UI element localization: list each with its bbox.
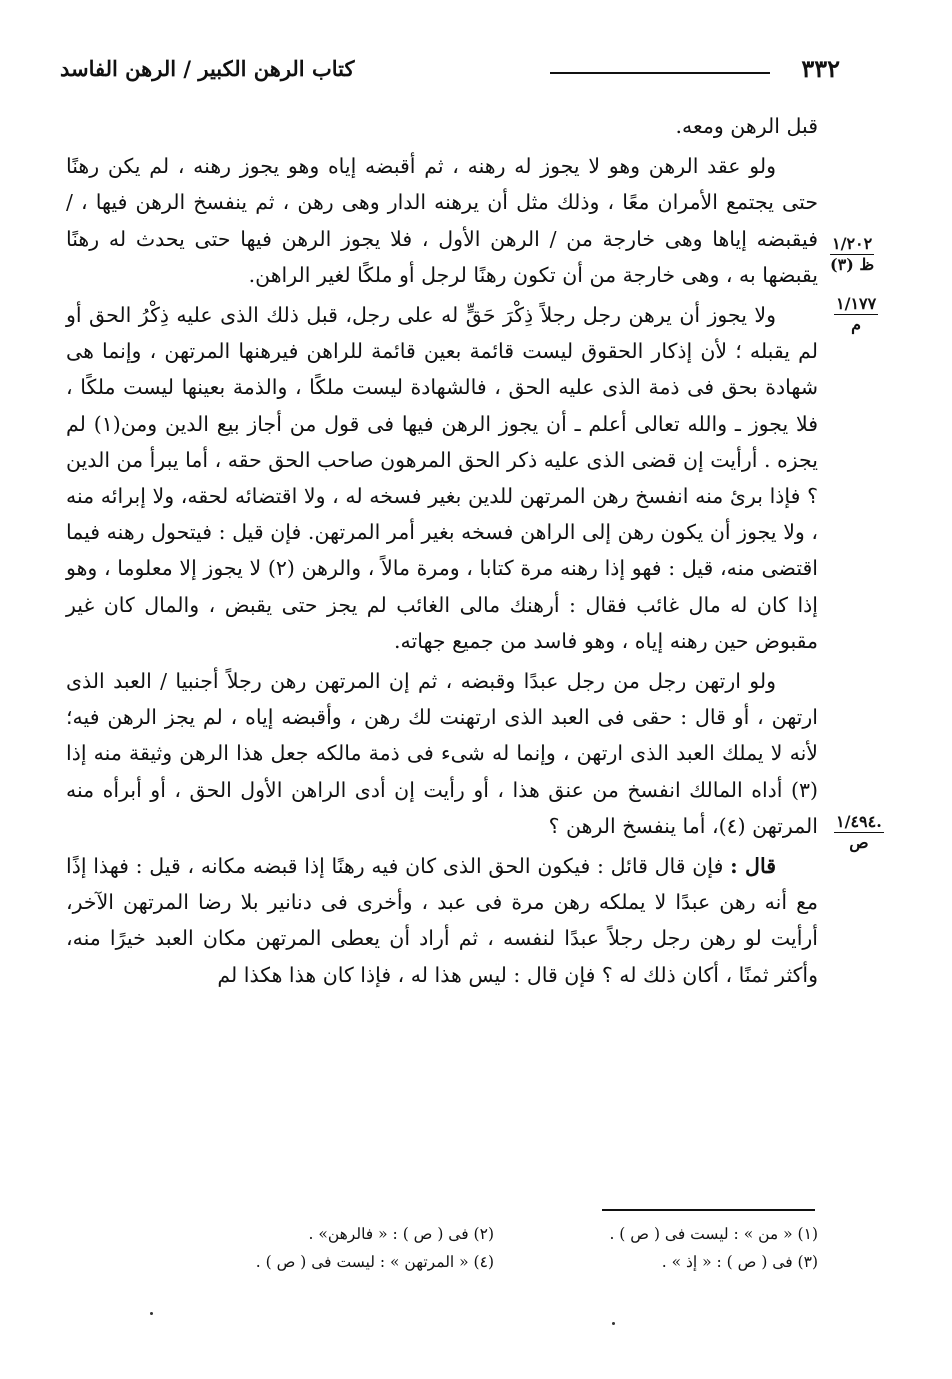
scan-speck <box>150 1312 153 1315</box>
running-title: كتاب الرهن الكبير / الرهن الفاسد <box>60 56 355 81</box>
paragraph <box>66 108 818 144</box>
footnote: (١) « من » : ليست فى ( ص ) . <box>609 1225 818 1243</box>
paragraph-text: فإن قال قائل : فيكون الحق الذى كان فيه رهنًا إذا قبضه مكانه ، قيل : فهذا إذًا مع أنه رهن عبدًا لا يملكه رهن مرة فى عبد ، وأخرى فى دنانير بلا رضا المرتهن الآخر، أرأيت لو رهن رجل رجلاً عبدًا لنفسه ، ثم أراد أن يعطى المرتهن مكان العبد خيرًا منه، وأكثر ثمنًا ، أكان ذلك له ؟ فإن قال : ليس هذا له ، فإذا كان هذا هكذا لم <box>66 854 818 987</box>
margin-note-bottom: م <box>851 315 862 334</box>
margin-note-top: ١/١٧٧ <box>836 294 877 313</box>
footnote-row <box>170 1248 818 1276</box>
paragraph-lead: قال : <box>730 854 776 879</box>
margin-note-1 <box>830 234 874 274</box>
paragraph-text: ولا يجوز أن يرهن رجل رجلاً ذِكْرَ حَقٍّ له على رجل، قبل ذلك الذى عليه ذِكْرُ الحق أو لم يقبله ؛ لأن إذكار الحقوق ليست قائمة بعين قائمة للراهن فيرهنها المرتهن ، وإنما هى شهادة بحق فى ذمة الذى عليه الحق ، فالشهادة ليست ملكًا ، والذمة بعينها ليست ملكًا ، فلا يجوز ـ والله تعالى أعلم ـ أن يجوز الرهن فيها فى قول من أجاز بيع الدين ومن(١) لم يجزه . أرأيت إن قضى الذى عليه ذكر الحق المرهون صاحب الحق حقه ، أما يبرأ من الدين ؟ فإذا برئ منه انفسخ رهن المرتهن للدين بغير فسخه له ، ولا اقتضائه لحقه، ولا إبرائه منه ، ولا يجوز أن يكون رهن إلى الراهن فسخه بغير أمر المرتهن. فإن قيل : فيتحول رهنه فيما اقتضى منه، قيل : فهو إذا رهنه مرة كتابا ، ومرة مالاً ، والرهن (٢) لا يجوز إلا معلوما ، وهو إذا كان له مال غائب فقال : أرهنك مالى الغائب لم يجز حتى يقبض ، والمال كان غير مقبوض حين رهنه إياه ، وهو فاسد من جميع جهاته. <box>66 303 818 653</box>
footnote: (٤) « المرتهن » : ليست فى ( ص ) . <box>255 1253 494 1271</box>
margin-note-top: ١/٤٩٤. <box>836 812 882 831</box>
page-header <box>60 52 840 92</box>
scan-speck <box>612 1322 615 1325</box>
footnotes <box>170 1220 818 1276</box>
paragraph <box>66 148 818 293</box>
paragraph-text: ولو ارتهن رجل من رجل عبدًا وقبضه ، ثم إن المرتهن رهن رجلاً أجنبيا / العبد الذى ارتهن ، أو قال : حقى فى العبد الذى ارتهنت لك رهن ، وأقبضه إياه ، لم يجز الرهن فيه؛ لأنه لا يملك العبد الذى ارتهن ، وإنما له شىء فى ذمة مالكه جعل هذا الرهن وثيقة منه إذا (٣) أداه المالك انفسخ من عنق هذا ، أو رأيت إن أدى الراهن الأول الحق ، أو أبرأه منه المرتهن (٤)، أما ينفسخ الرهن ؟ <box>66 669 818 838</box>
paragraph-text: قبل الرهن ومعه. <box>675 114 818 138</box>
margin-note-3 <box>834 812 884 852</box>
header-rule <box>550 72 770 74</box>
paragraph-text: ولو عقد الرهن وهو لا يجوز له رهنه ، ثم أقبضه إياه وهو يجوز رهنه ، لم يكن رهنًا حتى يجتمع الأمران معًا ، وذلك مثل أن يرهنه الدار وهى رهن ، ثم ينفسخ الرهن فيها ، / فيقبضه إياها وهى خارجة من / الرهن الأول ، فلا يجوز الرهن فيها حتى يحدث له رهنًا يقبضها به ، وهى خارجة من أن تكون رهنًا لرجل أو ملكًا لغير الراهن. <box>66 154 818 287</box>
margin-note-bottom: ص <box>849 833 869 852</box>
paragraph <box>66 848 818 993</box>
page-number: ٣٣٢ <box>801 54 840 83</box>
footnote: (٢) فى ( ص ) : « فالرهن» . <box>308 1225 494 1243</box>
footnote: (٣) فى ( ص ) : « إذ » . <box>661 1253 818 1271</box>
margin-note-top: ١/٢٠٢ <box>832 234 873 253</box>
body-text <box>66 108 818 997</box>
paragraph <box>66 297 818 659</box>
footnote-row <box>170 1220 818 1248</box>
margin-note-bottom: ظ (٣) <box>830 255 875 274</box>
footnote-rule <box>602 1209 815 1211</box>
margin-note-2 <box>834 294 878 334</box>
paragraph <box>66 663 818 844</box>
